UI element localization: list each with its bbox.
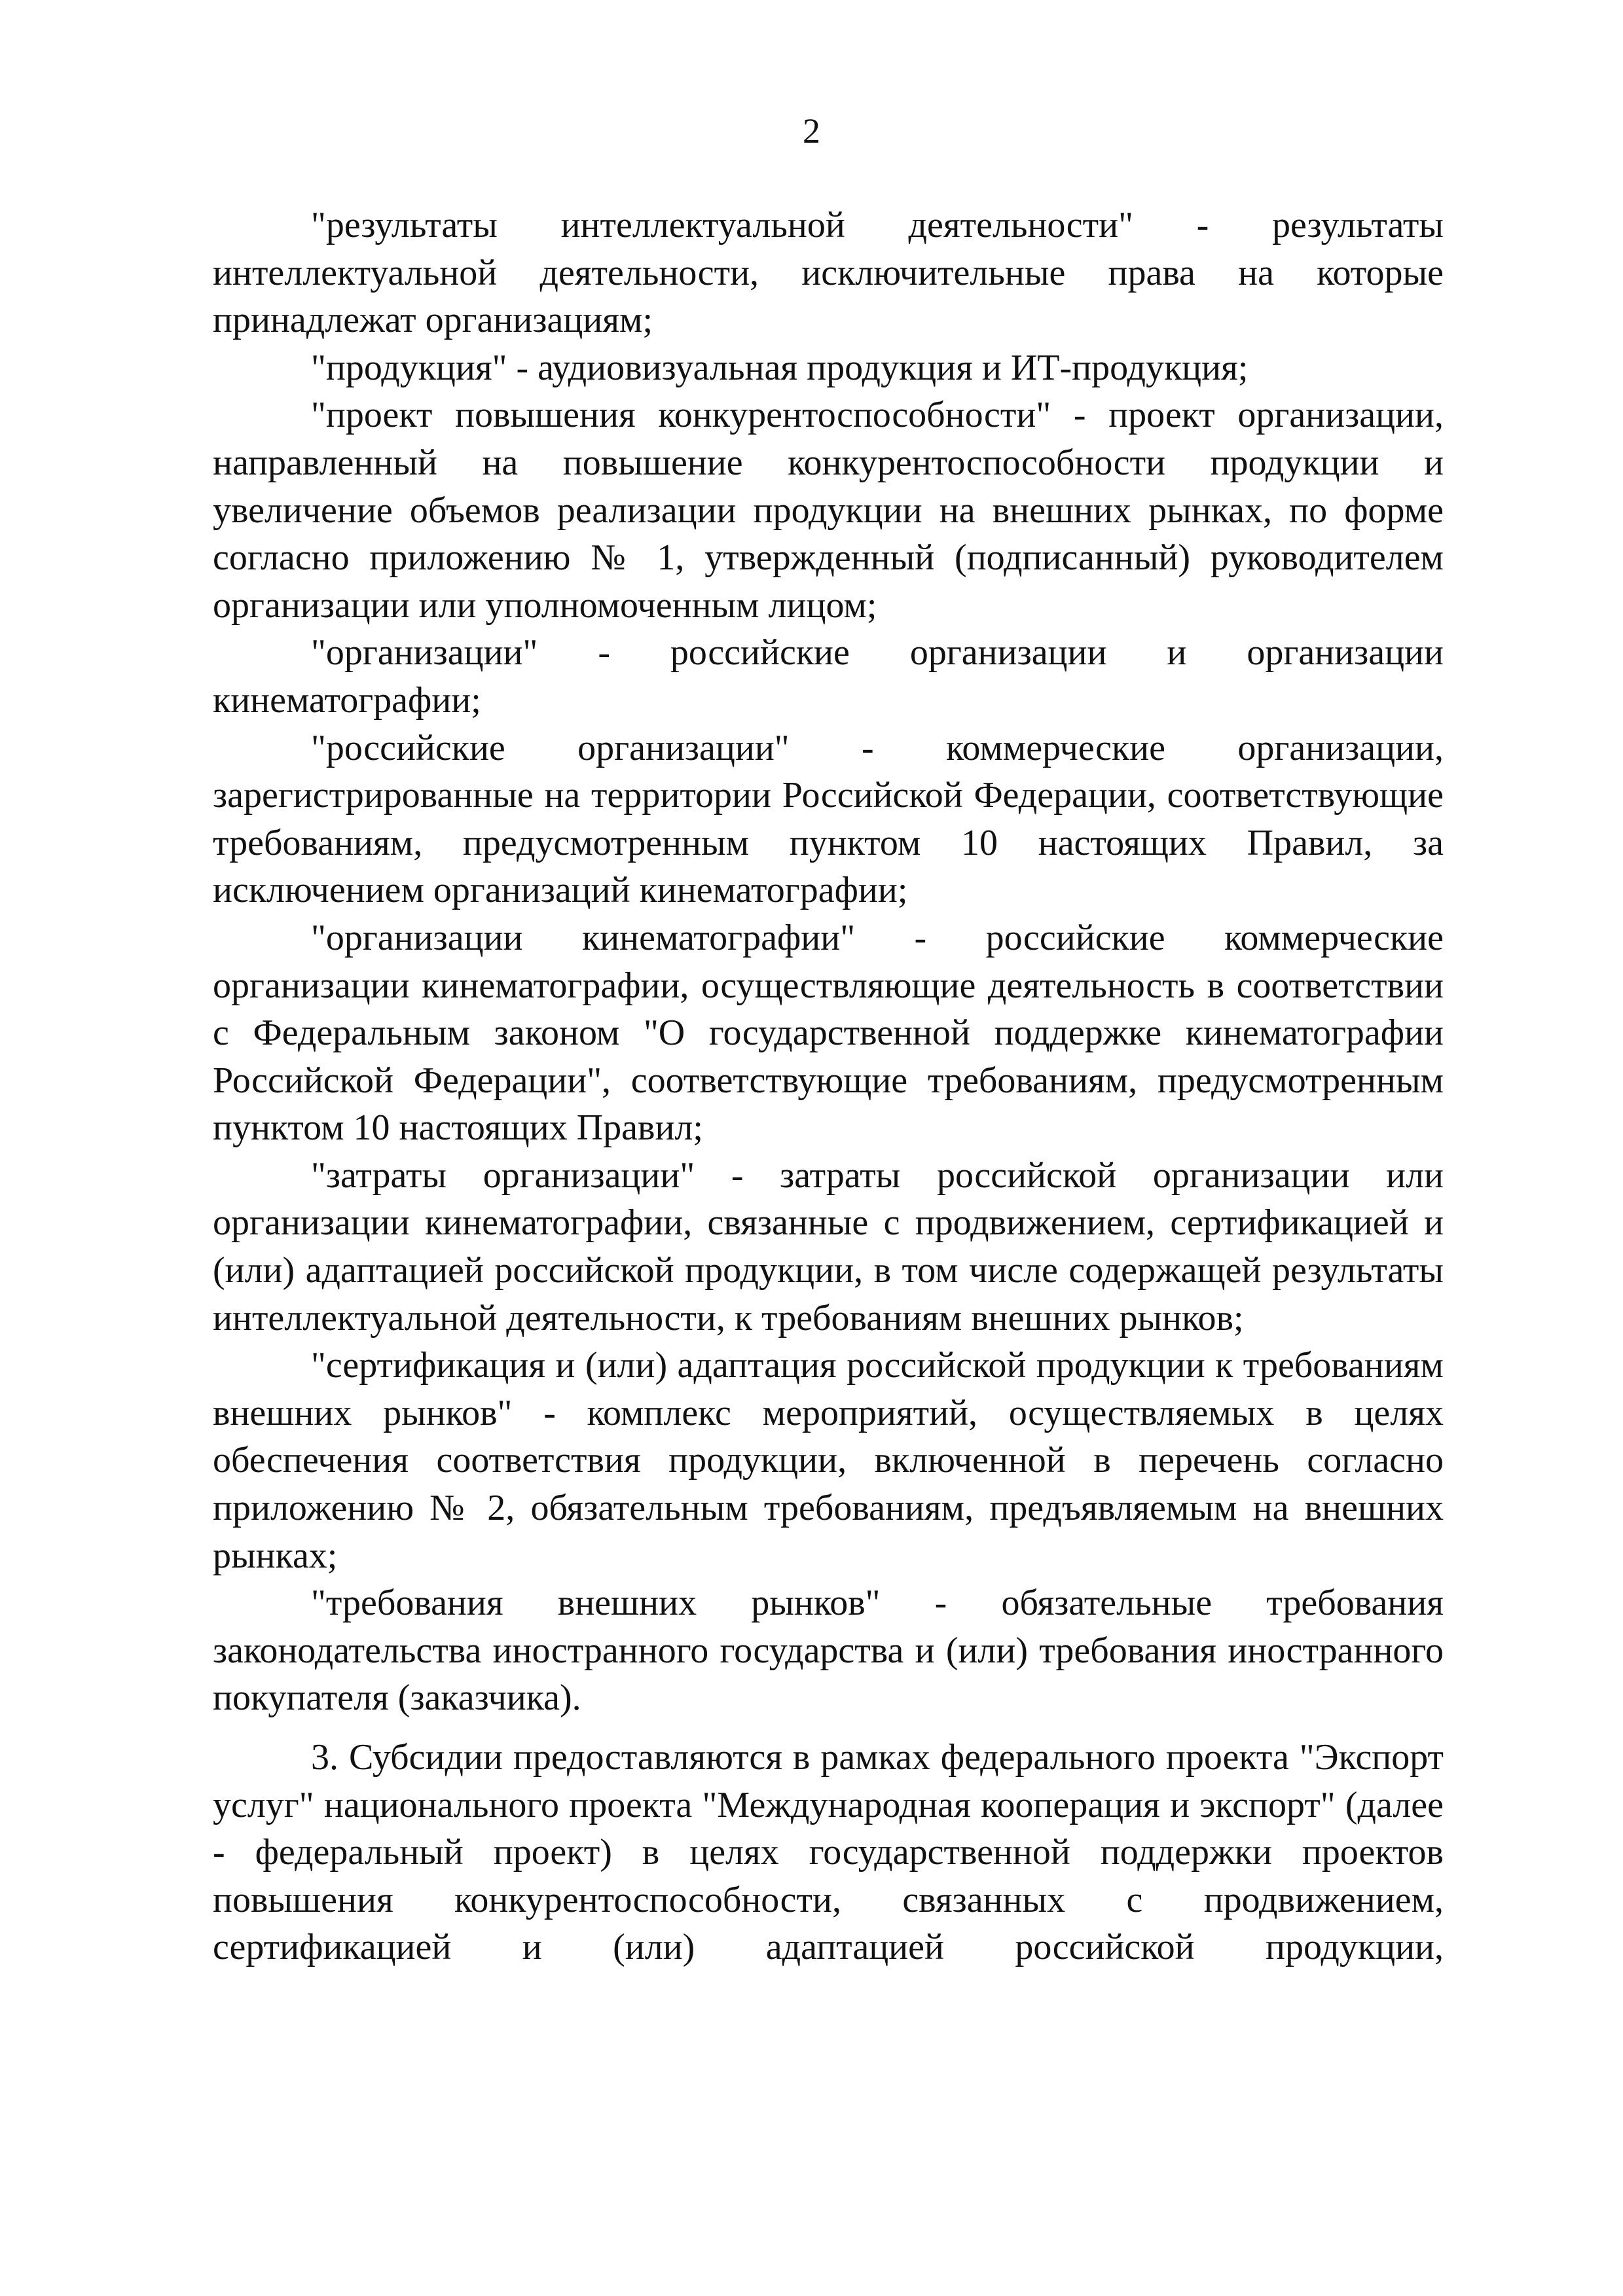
definition-competitiveness-project: "проект повышения конкурентоспособности" - проект организации, направленный на повышение конкурентоспособности продукции и увеличение объемов реализации продукции на внешних рынках, по форме согласно приложению № 1, утвержденный (подписанный) руководителем организации или уполномоченным лицом; bbox=[213, 395, 1444, 626]
definition-intellectual-results: "результаты интеллектуальной деятельности" - результаты интеллектуальной деятельности, исключительные права на которые принадлежат организациям; bbox=[213, 205, 1444, 341]
definition-foreign-market-requirements: "требования внешних рынков" - обязательные требования законодательства иностранного государства и (или) требования иностранного покупателя (заказчика). bbox=[213, 1583, 1444, 1719]
definition-products: "продукция" - аудиовизуальная продукция и ИТ-продукция; bbox=[311, 347, 1249, 388]
definition-russian-organizations: "российские организации" - коммерческие организации, зарегистрированные на территории Российской Федерации, соответствующие требованиям, предусмотренным пунктом 10 настоящих Правил, за исключением организаций кинематографии; bbox=[213, 727, 1444, 911]
definition-organization-costs: "затраты организации" - затраты российской организации или организации кинематографии, связанные с продвижением, сертификацией и (или) адаптацией российской продукции, в том числе содержащей результаты интеллектуальной деятельности, к требованиям внешних рынков; bbox=[213, 1155, 1444, 1338]
document-body bbox=[213, 202, 1444, 1971]
definition-organizations: "организации" - российские организации и организации кинематографии; bbox=[213, 632, 1444, 721]
page-number: 2 bbox=[803, 111, 820, 151]
definition-certification-adaptation: "сертификация и (или) адаптация российской продукции к требованиям внешних рынков" - комплекс мероприятий, осуществляемых в целях обеспечения соответствия продукции, включенной в перечень согласно приложению № 2, обязательным требованиям, предъявляемым на внешних рынках; bbox=[213, 1345, 1444, 1576]
definition-cinematography-organizations: "организации кинематографии" - российские коммерческие организации кинематографии, осуществляющие деятельность в соответствии с Федеральным законом "О государственной поддержке кинематографии Российской Федерации", соответствующие требованиям, предусмотренным пунктом 10 настоящих Правил; bbox=[213, 917, 1444, 1149]
section-3-paragraph: 3. Субсидии предоставляются в рамках федерального проекта "Экспорт услуг" национального проекта "Международная кооперация и экспорт" (далее - федеральный проект) в целях государственной поддержки проектов повышения конкурентоспособности, связанных с продвижением, сертификацией и (или) адаптацией российской продукции, bbox=[213, 1737, 1444, 1968]
